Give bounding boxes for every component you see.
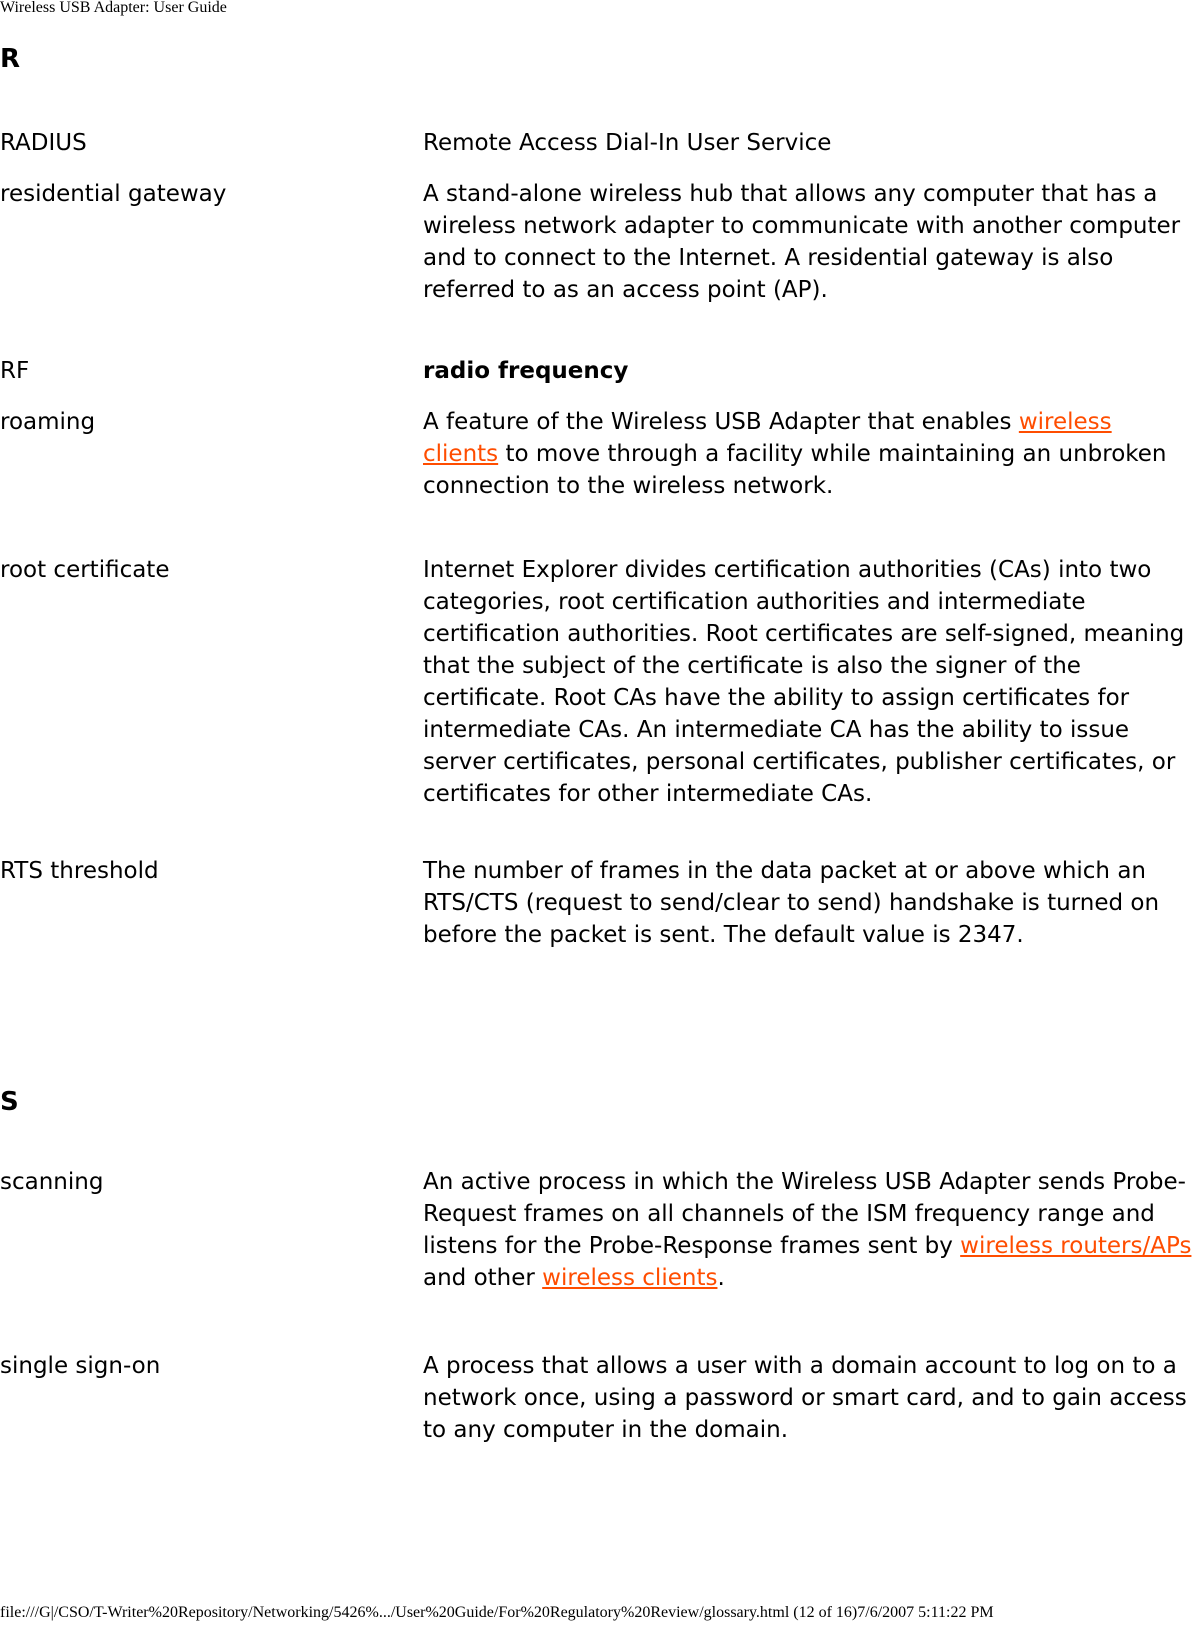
print-header-title: Wireless USB Adapter: User Guide xyxy=(0,0,227,16)
glossary-term-single-sign-on: single sign-on xyxy=(0,1353,161,1379)
glossary-term-radius: RADIUS xyxy=(0,130,87,156)
glossary-definition-residential-gateway: A stand-alone wireless hub that allows any computer that has a wireless network adapter to communicate with another computer and to connect to the Internet. A residential gateway is also referred to as an access point (AP). xyxy=(423,181,1181,303)
glossary-term-rf: RF xyxy=(0,358,30,384)
section-heading-r: R xyxy=(0,44,21,74)
glossary-definition-roaming xyxy=(423,406,1193,502)
glossary-definition-radius: Remote Access Dial-In User Service xyxy=(423,130,832,156)
definition-text: . xyxy=(717,1265,725,1291)
glossary-term-roaming: roaming xyxy=(0,409,96,435)
definition-text: An active process in which the Wireless USB Adapter sends Probe-Request frames on all channels of the ISM frequency range and listens for the Probe-Response frames sent by xyxy=(423,1169,1186,1259)
wireless-clients-link[interactable]: wireless clients xyxy=(542,1265,718,1291)
definition-text: and other xyxy=(423,1265,543,1291)
glossary-definition-root-certificate: Internet Explorer divides certification authorities (CAs) into two categories, root certification authorities and intermediate certification authorities. Root certificates are self-signed, meaning that the subject of the certificate is also the signer of the certificate. Root CAs have the ability to assign certificates for intermediate CAs. An intermediate CA has the ability to issue server certificates, personal certificates, publisher certificates, or certificates for other intermediate CAs. xyxy=(423,557,1185,807)
glossary-definition-rts-threshold: The number of frames in the data packet at or above which an RTS/CTS (request to send/clear to send) handshake is turned on before the packet is sent. The default value is 2347. xyxy=(423,858,1160,948)
section-heading-s: S xyxy=(0,1087,19,1117)
glossary-definition-single-sign-on: A process that allows a user with a domain account to log on to a network once, using a password or smart card, and to gain access to any computer in the domain. xyxy=(423,1353,1187,1443)
glossary-term-root-certificate: root certificate xyxy=(0,557,170,583)
print-footer-url: file:///G|/CSO/T-Writer%20Repository/Networking/5426%.../User%20Guide/For%20Regulatory%20Review/glossary.html (12 of 16)7/6/2007 5:11:22 PM xyxy=(0,1604,994,1621)
glossary-definition-rf: radio frequency xyxy=(423,358,629,384)
glossary-definition-scanning xyxy=(423,1166,1193,1294)
wireless-routers-aps-link[interactable]: wireless routers/APs xyxy=(960,1233,1192,1259)
glossary-term-residential-gateway: residential gateway xyxy=(0,181,227,207)
wireless-clients-link[interactable]: wireless clients xyxy=(423,409,1112,467)
definition-text: to move through a facility while maintaining an unbroken connection to the wireless network. xyxy=(423,441,1167,499)
glossary-term-scanning: scanning xyxy=(0,1169,104,1195)
glossary-term-rts-threshold: RTS threshold xyxy=(0,858,159,884)
definition-text: A feature of the Wireless USB Adapter that enables xyxy=(423,409,1019,435)
